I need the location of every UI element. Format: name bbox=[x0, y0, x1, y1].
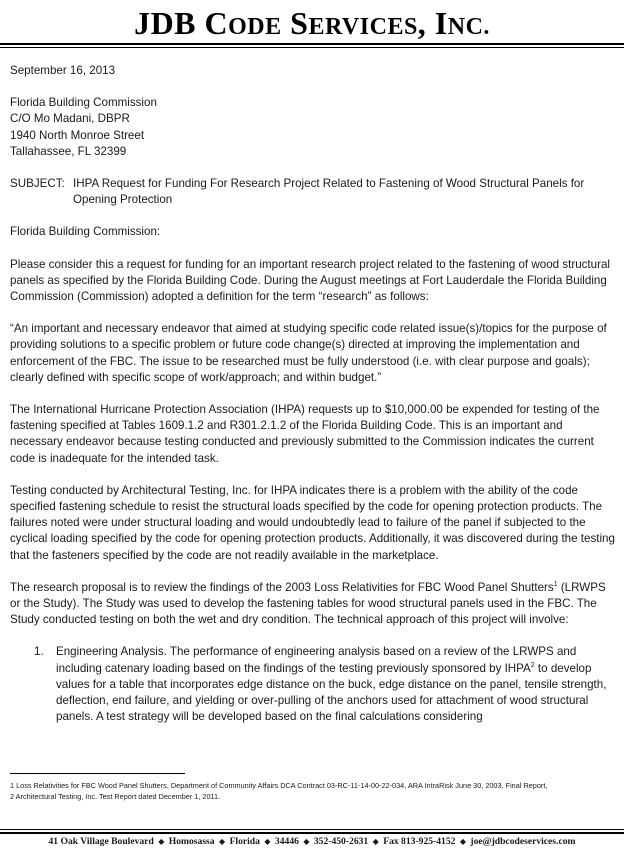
letterhead-nc: NC. bbox=[447, 14, 490, 40]
footnote-ref-2: 2 bbox=[530, 661, 535, 669]
list-item bbox=[10, 644, 618, 725]
list-item-text bbox=[56, 644, 618, 725]
footer-city: Homosassa bbox=[168, 836, 215, 847]
recipient-line-1: Florida Building Commission bbox=[10, 96, 157, 110]
diamond-icon: ◆ bbox=[158, 837, 165, 846]
letterhead-divider-thin bbox=[0, 47, 624, 48]
footer-fax: Fax 813-925-4152 bbox=[383, 836, 456, 847]
subject-text: IHPA Request for Funding For Research Project Related to Fastening of Wood Structural Panels for Opening Protection bbox=[73, 177, 585, 207]
paragraph-1: Please consider this a request for funding for an important research project related to the fastening of wood structural panels as specified by the Florida Building Code. During the August meetings at Fort Lauderdale the Florida Building Commission (Commission) adopted a definition for the term “research” as follows: bbox=[10, 257, 610, 304]
spacer bbox=[10, 208, 618, 224]
letterhead-c: C bbox=[204, 5, 229, 41]
paragraph-4-text-a: The research proposal is to review the findings of the 2003 Loss Relativities for FBC Wood Panel Shutters bbox=[10, 580, 554, 594]
footer-divider-thin bbox=[0, 829, 624, 830]
subject-label: SUBJECT: bbox=[10, 177, 65, 191]
letter-date: September 16, 2013 bbox=[10, 64, 116, 77]
footer-email-link[interactable]: joe@jdbcodeservices.com bbox=[470, 836, 576, 847]
list-item-text-a: Engineering Analysis. The performance of engineering analysis based on a review of the LRWPS and including catenary loading based on the findings of the testing previously sponsored by IHPA bbox=[56, 645, 577, 675]
recipient-address bbox=[10, 95, 618, 160]
diamond-icon: ◆ bbox=[219, 837, 226, 846]
footer-phone: 352-450-2631 bbox=[313, 836, 369, 847]
diamond-icon: ◆ bbox=[303, 837, 310, 846]
spacer bbox=[10, 241, 618, 257]
letterhead-jdb: JDB bbox=[134, 5, 197, 41]
paragraph-4-text-b: (LRWPS or the Study). The Study was used to develop the fastening tables for wood structural panels used in the FBC. The Study conducted testing on both the wet and dry condition. The technical approach of this project will involve: bbox=[10, 580, 606, 627]
subject-line bbox=[10, 176, 618, 208]
list-item-number: 1. bbox=[34, 645, 44, 659]
spacer bbox=[10, 305, 618, 321]
footnote-1: 1 Loss Relativities for FBC Wood Panel Shutters, Department of Community Affairs DCA Contract 03-RC-11-14-00-22-034, ARA IntraRisk June 30, 2003, Final Report, bbox=[10, 781, 548, 790]
diamond-icon: ◆ bbox=[264, 837, 271, 846]
letterhead-s: S bbox=[290, 5, 309, 41]
diamond-icon: ◆ bbox=[459, 837, 466, 846]
footnotes bbox=[10, 781, 614, 802]
footer-contact-line bbox=[0, 835, 624, 849]
letterhead-divider-thick bbox=[0, 43, 624, 45]
spacer bbox=[10, 467, 618, 483]
letterhead-ervices: ERVICES bbox=[308, 14, 418, 40]
footnote-2: 2 Architectural Testing, Inc. Test Report dated December 1, 2011. bbox=[10, 791, 221, 801]
spacer bbox=[10, 160, 618, 176]
letterhead-i: I bbox=[434, 5, 448, 41]
list-item-text-b: to develop values for a table that incorporates edge distance on the buck, edge distance on the panel, tensile strength, deflection, end failure, and yielding or over-pulling of the anchors used for attachment of wood structural panels. A test strategy will be developed based on the final calculations considering bbox=[56, 661, 607, 724]
footer-zip: 34446 bbox=[274, 836, 299, 847]
diamond-icon: ◆ bbox=[372, 837, 379, 846]
footer-divider-thick bbox=[0, 832, 624, 834]
footer-state: Florida bbox=[229, 836, 260, 847]
spacer bbox=[10, 386, 618, 402]
spacer bbox=[10, 628, 618, 644]
letterhead-ode: ODE bbox=[228, 14, 282, 40]
recipient-line-3: 1940 North Monroe Street bbox=[10, 128, 145, 142]
salutation: Florida Building Commission: bbox=[10, 225, 161, 239]
recipient-line-2: C/O Mo Madani, DBPR bbox=[10, 112, 130, 126]
footnote-ref-1: 1 bbox=[553, 581, 558, 589]
research-definition-quote: “An important and necessary endeavor that aimed at studying specific code related issue(s)/topics for the purpose of providing solutions to a specific problem or future code change(s) directed at improving the implementation and enforcement of the FBC. The issue to be researched must be fully understood (i.e. with clear purpose and goals); clearly defined with specific scope of work/approach; and within budget.” bbox=[10, 322, 607, 384]
spacer bbox=[10, 564, 618, 580]
footer-address: 41 Oak Village Boulevard bbox=[48, 836, 154, 847]
recipient-line-4: Tallahassee, FL 32399 bbox=[10, 144, 127, 158]
letterhead-comma: , bbox=[417, 5, 427, 41]
paragraph-4 bbox=[10, 580, 618, 629]
footnote-divider bbox=[10, 773, 185, 774]
paragraph-3: Testing conducted by Architectural Testing, Inc. for IHPA indicates there is a problem with the ability of the code specified fastening schedule to resist the structural loads specified by the code for opening protection products. The failures noted were under structural loading and would undoubtedly lead to failure of the panel if subjected to the cyclical loading specified by the code for opening protection products. Additionally, it was discovered during the testing that the fasteners specified by the code are not readily available in the marketplace. bbox=[10, 483, 615, 562]
letterhead-company-name bbox=[0, 6, 624, 44]
paragraph-2: The International Hurricane Protection Association (IHPA) requests up to $10,000.00 be expended for testing of the fastening specified at Tables 1609.1.2 and R301.2.1.2 of the Florida Building Code. This is an important and necessary endeavor because testing conducted and previously submitted to the Commission indicates the current code is inadequate for the intended task. bbox=[10, 403, 600, 465]
letter-body bbox=[10, 63, 618, 726]
spacer bbox=[10, 79, 618, 95]
